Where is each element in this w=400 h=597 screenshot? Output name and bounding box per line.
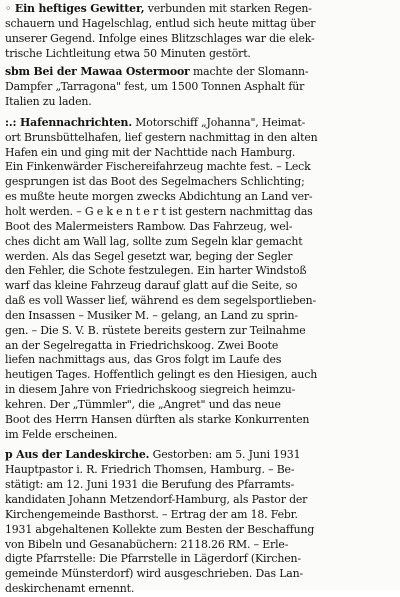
article-text: Kirchengemeinde Basthorst. – Ertrag der am 18. Febr. bbox=[5, 507, 298, 521]
text-line bbox=[5, 582, 396, 597]
article-text: Hauptpastor i. R. Friedrich Thomsen, Hamburg. – Be- bbox=[5, 463, 295, 477]
text-line bbox=[5, 220, 396, 235]
text-line bbox=[5, 47, 396, 62]
article-text: Dampfer „Tarragona" fest, um 1500 Tonnen Asphalt für bbox=[5, 80, 305, 94]
article-text: Motorschiff „Johanna", Heimat- bbox=[131, 115, 306, 129]
article-hafennachrichten bbox=[5, 116, 396, 443]
text-line bbox=[5, 552, 396, 567]
article-lead: p Aus der Landeskirche. bbox=[5, 448, 150, 462]
text-line bbox=[5, 493, 396, 508]
article-text: 1931 abgehaltenen Kollekte zum Besten der Beschaffung bbox=[5, 522, 315, 536]
text-line bbox=[5, 235, 396, 250]
article-text: in diesem Jahre von Friedrichskoog siegreich heimzu- bbox=[5, 383, 296, 397]
article-gewitter bbox=[5, 2, 396, 61]
text-line bbox=[5, 398, 396, 413]
article-lead: ◦ Ein heftiges Gewitter, bbox=[5, 2, 145, 15]
article-text: an der Segelregatta in Friedrichskoog. Zwei Boote bbox=[5, 338, 279, 352]
article-text: Boot des Herrn Hansen dürften als starke Konkurrenten bbox=[5, 412, 310, 426]
text-line bbox=[5, 146, 396, 161]
text-line bbox=[5, 264, 396, 279]
text-line bbox=[5, 428, 396, 443]
article-text: liefen nachmittags aus, das Gros folgt im Laufe des bbox=[5, 353, 282, 367]
article-text: kehren. Der „Tümmler", die „Angret" und das neue bbox=[5, 397, 281, 411]
text-line bbox=[5, 294, 396, 309]
article-text: digte Pfarrstelle: Die Pfarrstelle in Lägerdorf (Kirchen- bbox=[5, 552, 301, 566]
text-line bbox=[5, 353, 396, 368]
article-text: Ein Finkenwärder Fischereifahrzeug machte fest. – Leck bbox=[5, 160, 311, 174]
text-line bbox=[5, 80, 396, 95]
text-line bbox=[5, 523, 396, 538]
article-text: im Felde erscheinen. bbox=[5, 427, 118, 441]
text-line bbox=[5, 448, 396, 463]
text-line bbox=[5, 2, 396, 17]
article-text: Hafen ein und ging mit der Nachttide nach Hamburg. bbox=[5, 145, 296, 159]
text-line bbox=[5, 508, 396, 523]
article-text: gen. – Die S. V. B. rüstete bereits gestern zur Teilnahme bbox=[5, 323, 306, 337]
article-text: trische Lichtleitung etwa 50 Minuten gestört. bbox=[5, 46, 251, 60]
text-line bbox=[5, 116, 396, 131]
text-line bbox=[5, 160, 396, 175]
article-lead: :.: Hafennachrichten. bbox=[5, 115, 132, 129]
article-text: heutigen Tages. Hoffentlich gelingt es den Hiesigen, auch bbox=[5, 368, 318, 382]
article-text: von Bibeln und Gesanabüchern: 2118.26 RM. – Erle- bbox=[5, 537, 289, 551]
text-line bbox=[5, 190, 396, 205]
text-line bbox=[5, 175, 396, 190]
article-text: stätigt: am 12. Juni 1931 die Berufung des Pfarramts- bbox=[5, 478, 295, 492]
article-text: verbunden mit starken Regen- bbox=[144, 2, 312, 15]
text-line bbox=[5, 309, 396, 324]
text-line bbox=[5, 205, 396, 220]
article-text: daß es voll Wasser lief, während es dem segelsportlieben- bbox=[5, 294, 317, 308]
text-line bbox=[5, 17, 396, 32]
text-line bbox=[5, 131, 396, 146]
article-text: den Insassen – Musiker M. – gelang, an Land zu sprin- bbox=[5, 308, 298, 322]
text-line bbox=[5, 567, 396, 582]
article-text: ort Brunsbüttelhafen, lief gestern nachmittag in den alten bbox=[5, 130, 318, 144]
article-text: Italien zu laden. bbox=[5, 95, 92, 109]
text-line bbox=[5, 324, 396, 339]
article-text: es mußte heute morgen zwecks Abdichtung an Land ver- bbox=[5, 190, 313, 204]
article-text: kandidaten Johann Metzendorf-Hamburg, als Pastor der bbox=[5, 493, 308, 506]
text-line bbox=[5, 413, 396, 428]
article-text: Gestorben: am 5. Juni 1931 bbox=[149, 448, 301, 462]
text-line bbox=[5, 32, 396, 47]
article-lead: sbm Bei der Mawaa Ostermoor bbox=[5, 65, 190, 79]
text-line bbox=[5, 463, 396, 478]
text-line bbox=[5, 368, 396, 383]
article-text: holt werden. – G e k e n t e r t ist gestern nachmittag das bbox=[5, 204, 313, 218]
text-line bbox=[5, 383, 396, 398]
article-text: gesprungen ist das Boot des Segelmachers Schlichting; bbox=[5, 175, 305, 189]
article-text: den Fehler, die Schote festzulegen. Ein harter Windstoß bbox=[5, 264, 307, 278]
article-text: schauern und Hagelschlag, entlud sich heute mittag über bbox=[5, 16, 316, 30]
article-text: ches dicht am Wall lag, sollte zum Segeln klar gemacht bbox=[5, 234, 303, 248]
article-text: werden. Als das Segel gesetzt war, beging der Segler bbox=[5, 249, 293, 263]
text-line bbox=[5, 65, 396, 80]
text-line bbox=[5, 279, 396, 294]
text-line bbox=[5, 478, 396, 493]
article-text: gemeinde Münsterdorf) wird ausgeschrieben. Das Lan- bbox=[5, 567, 304, 581]
text-line bbox=[5, 95, 396, 110]
article-text: Boot des Malermeisters Rambow. Das Fahrzeug, wel- bbox=[5, 219, 293, 233]
text-line bbox=[5, 339, 396, 354]
article-text: deskirchenamt ernennt. bbox=[5, 582, 135, 596]
article-text: warf das kleine Fahrzeug darauf glatt auf die Seite, so bbox=[5, 279, 298, 293]
article-text: machte der Slomann- bbox=[189, 65, 309, 79]
article-landeskirche bbox=[5, 448, 396, 596]
article-text: unserer Gegend. Infolge eines Blitzschlages war die elek- bbox=[5, 31, 315, 45]
article-mawag-ostermoor bbox=[5, 65, 396, 110]
text-line bbox=[5, 250, 396, 265]
text-line bbox=[5, 538, 396, 553]
